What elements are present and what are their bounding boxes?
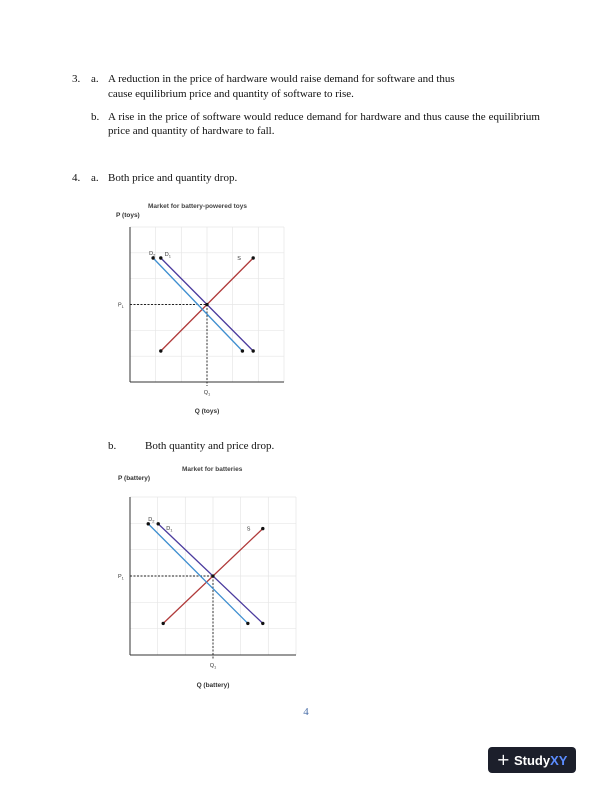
q3b-text: A rise in the price of software would reduce demand for hardware and thus cause the equilibrium price and quantity of hardware to fall. xyxy=(108,111,540,137)
q3b-label: b. xyxy=(91,111,100,123)
q3-number: 3. xyxy=(72,73,81,85)
chart-batteries xyxy=(108,460,308,695)
equilibrium-point xyxy=(211,574,214,577)
q3a-label: a. xyxy=(91,73,99,85)
series-endpoint-d2 xyxy=(241,349,244,352)
series-endpoint-s xyxy=(261,527,264,530)
q4a-text: Both price and quantity drop. xyxy=(108,172,238,184)
x-axis-label: Q (battery) xyxy=(196,682,230,689)
label-q1: $Q_1$ xyxy=(209,663,217,670)
chart-title: Market for battery-powered toys xyxy=(148,203,247,210)
label-q1: $Q_1$ xyxy=(203,390,211,397)
series-endpoint-s xyxy=(159,349,162,352)
x-axis-label: Q (toys) xyxy=(194,408,220,415)
q4-number: 4. xyxy=(72,172,81,184)
label-p1: $P_1$ xyxy=(118,302,124,309)
page-number: 4 xyxy=(303,706,309,718)
label-demand-2: $D_2$ xyxy=(149,251,156,258)
series-endpoint-s xyxy=(162,622,165,625)
q3a-text-line2: cause equilibrium price and quantity of software to rise. xyxy=(108,88,354,100)
q4b-text: Both quantity and price drop. xyxy=(145,440,275,452)
label-p1: $P_1$ xyxy=(118,574,124,581)
logo-accent: XY xyxy=(550,752,568,768)
series-endpoint-d1 xyxy=(157,522,160,525)
label-demand-1: $D_1$ xyxy=(166,525,173,533)
y-axis-label: P (toys) xyxy=(116,212,140,219)
q3a-text-line1: A reduction in the price of hardware would raise demand for software and thus xyxy=(108,73,455,85)
label-supply: S xyxy=(246,526,251,533)
series-line-d2 xyxy=(148,524,248,624)
chart-title: Market for batteries xyxy=(182,466,243,473)
label-demand-1: $D_1$ xyxy=(164,252,172,259)
label-supply: S xyxy=(237,256,241,262)
q4b-label: b. xyxy=(108,440,117,452)
y-axis-label: P (battery) xyxy=(118,475,151,482)
series-endpoint-d1 xyxy=(252,349,255,352)
chart-battery-toys xyxy=(110,195,300,427)
series-line-d1 xyxy=(158,524,263,624)
plus-icon: + xyxy=(496,750,510,769)
logo-text: Study xyxy=(513,752,551,768)
studyxy-badge xyxy=(488,747,576,773)
series-endpoint-d1 xyxy=(261,622,264,625)
series-endpoint-d1 xyxy=(159,256,162,259)
series-endpoint-d2 xyxy=(246,622,249,625)
label-demand-2: $D_2$ xyxy=(148,516,155,524)
series-endpoint-s xyxy=(252,256,255,259)
equilibrium-point xyxy=(205,303,208,306)
q4a-label: a. xyxy=(91,172,99,184)
